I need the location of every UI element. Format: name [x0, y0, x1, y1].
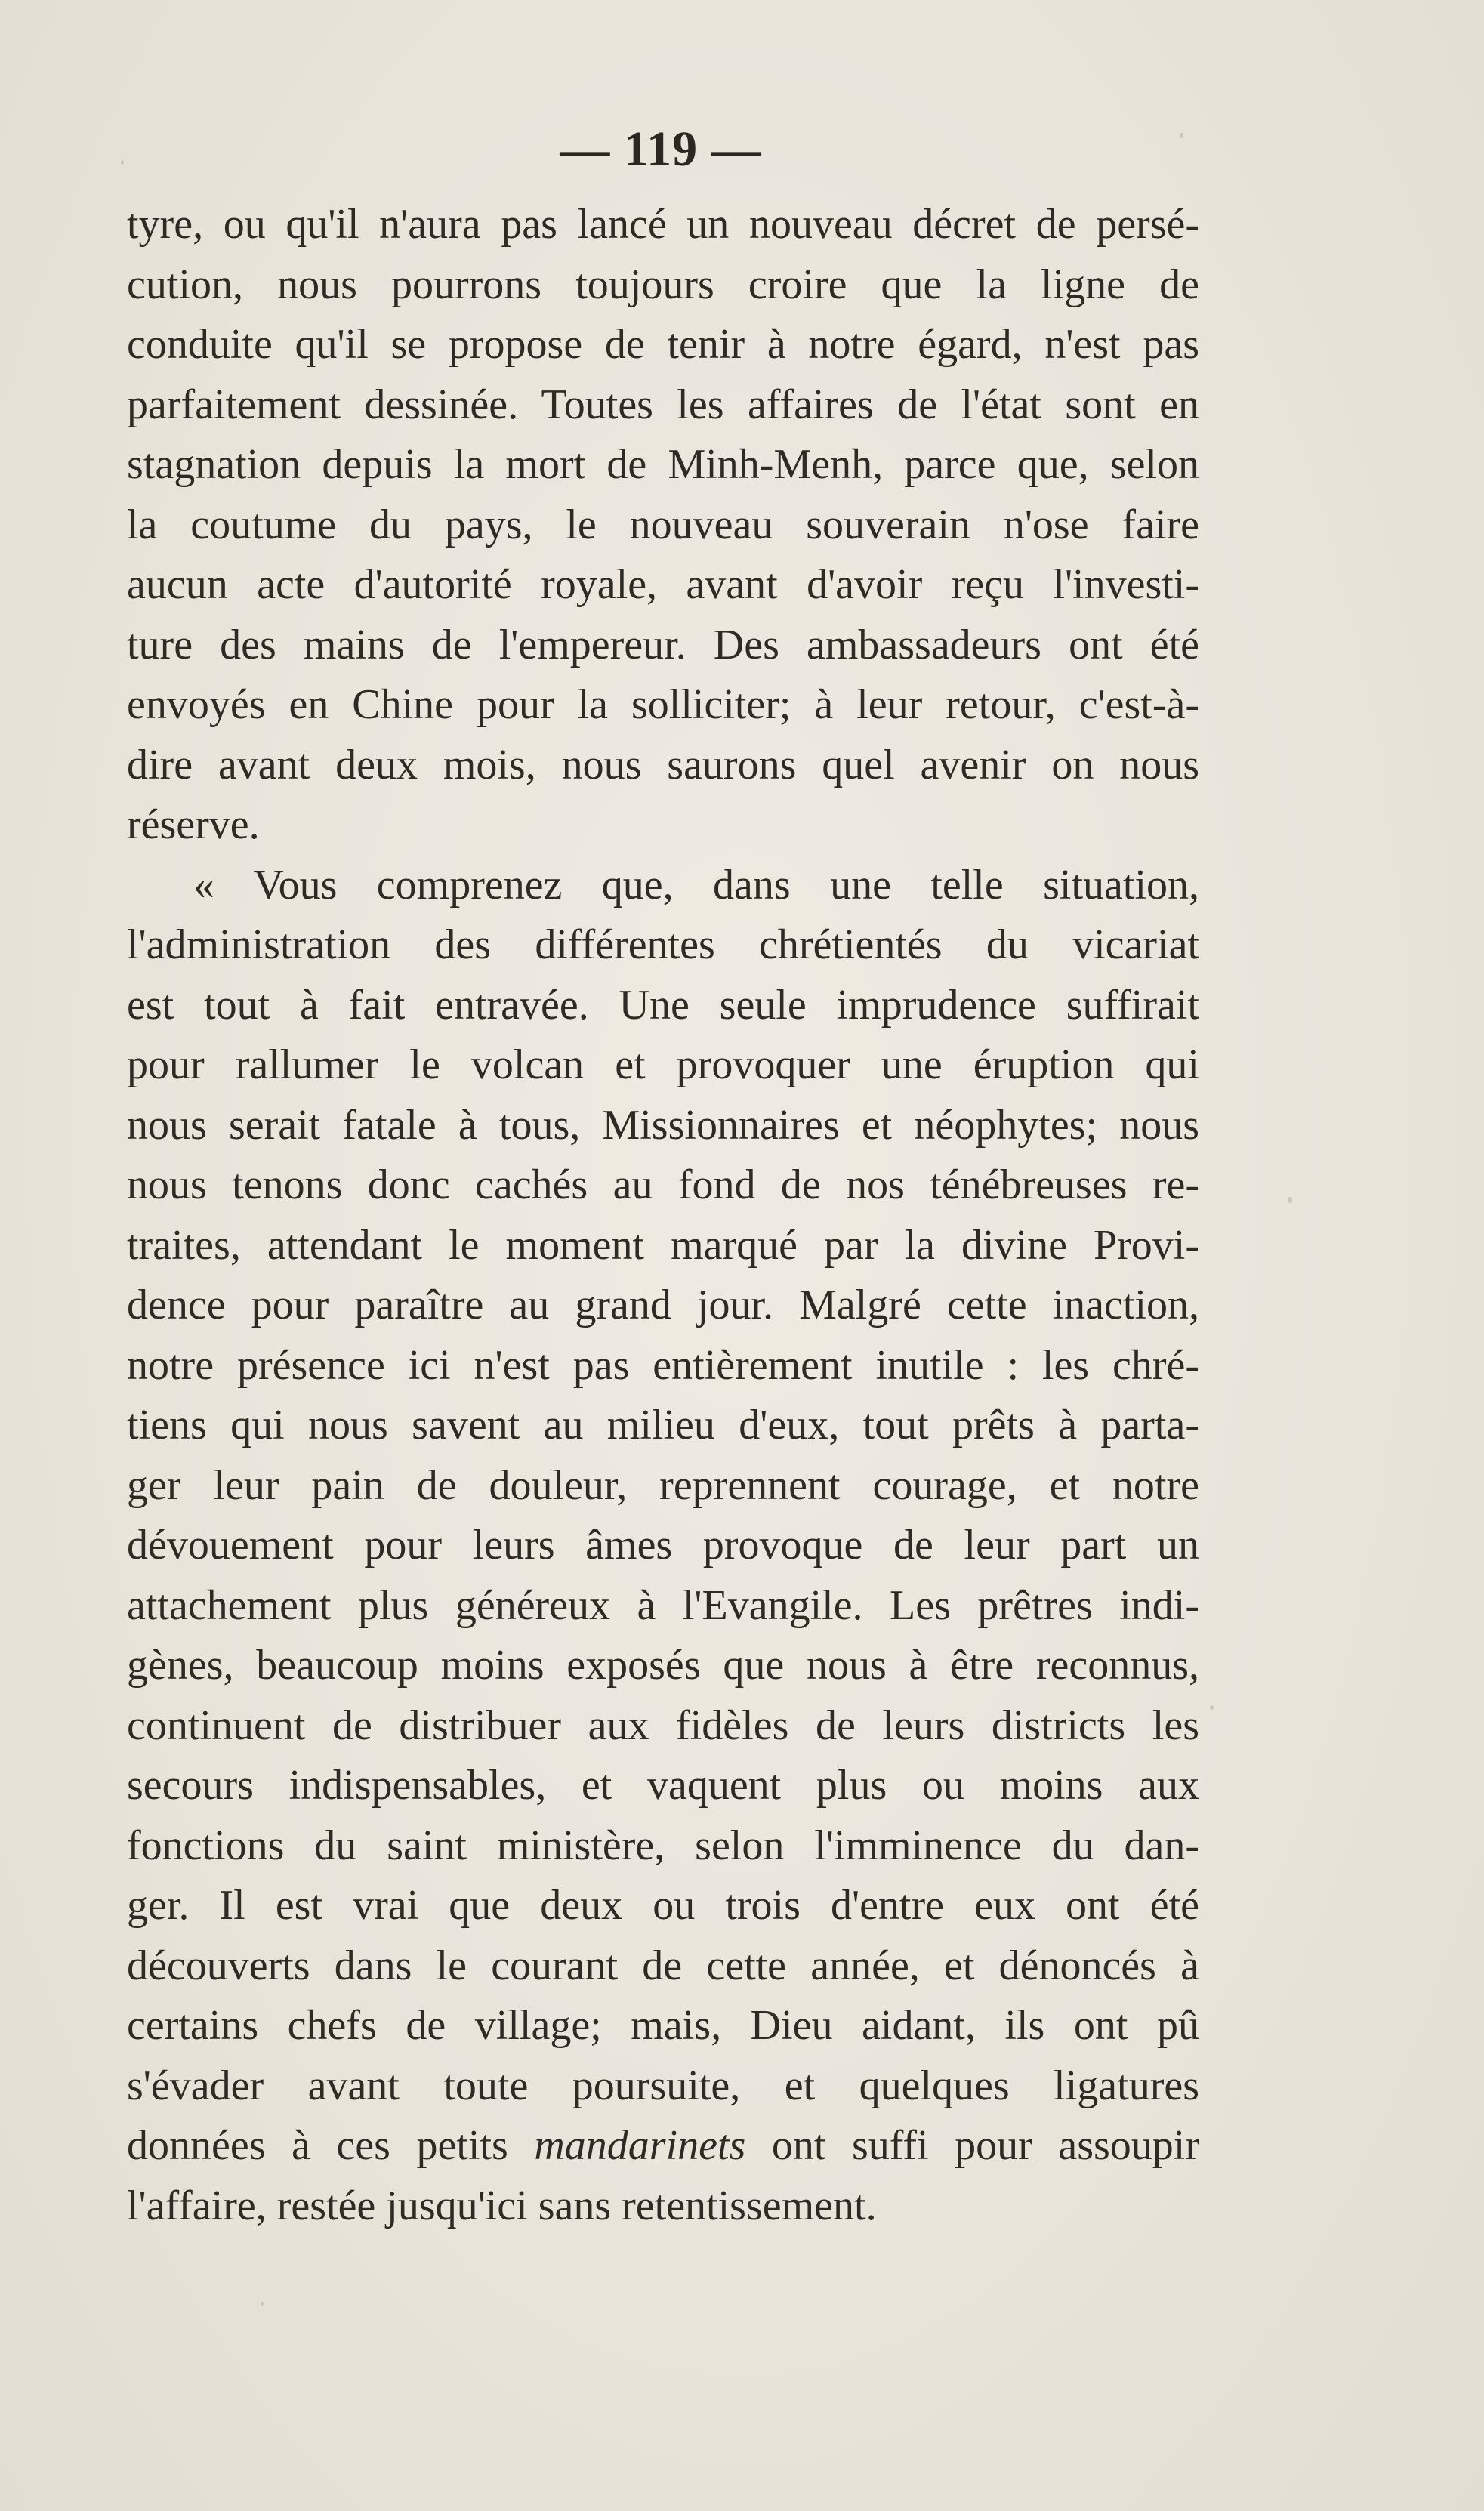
- text-line: attachement plus généreux à l'Evangile. Les prêtres indi-: [127, 1581, 1199, 1629]
- text-line: « Vous comprenez que, dans une telle situation,: [193, 861, 1199, 908]
- text-line: ture des mains de l'empereur. Des ambassadeurs ont été: [127, 621, 1199, 668]
- text-line: secours indispensables, et vaquent plus ou moins aux: [127, 1762, 1199, 1809]
- paper-speck: [1180, 133, 1183, 138]
- paper-speck: [121, 160, 124, 165]
- text-line: nous serait fatale à tous, Missionnaires et néophytes; nous: [127, 1101, 1199, 1149]
- text-line: dence pour paraître au grand jour. Malgré cette inaction,: [127, 1282, 1199, 1328]
- paper-speck: [1288, 1197, 1292, 1203]
- page-number: — 119 —: [560, 122, 762, 177]
- text-line: pour rallumer le volcan et provoquer une éruption qui: [127, 1041, 1199, 1088]
- paper-speck: [261, 2302, 264, 2306]
- text-line: parfaitement dessinée. Toutes les affaires de l'état sont en: [127, 381, 1199, 428]
- text-line: la coutume du pays, le nouveau souverain n'ose faire: [127, 501, 1199, 548]
- text-line: cution, nous pourrons toujours croire que la ligne de: [127, 261, 1199, 308]
- text-line: nous tenons donc cachés au fond de nos ténébreuses re-: [127, 1161, 1199, 1208]
- text-line: stagnation depuis la mort de Minh-Menh, parce que, selon: [127, 441, 1199, 488]
- text-line: découverts dans le courant de cette année, et dénoncés à: [127, 1942, 1199, 1989]
- text-line: continuent de distribuer aux fidèles de leurs districts les: [127, 1701, 1199, 1749]
- text-line: conduite qu'il se propose de tenir à notre égard, n'est pas: [127, 321, 1199, 368]
- body-text: [127, 195, 1199, 2236]
- text-line: envoyés en Chine pour la solliciter; à leur retour, c'est-à-: [127, 681, 1199, 728]
- text-line: données à ces petits mandarinets ont suffi pour assoupir: [127, 2122, 1199, 2169]
- paper-speck: [1210, 1705, 1214, 1710]
- text-line: l'administration des différentes chrétientés du vicariat: [127, 921, 1199, 968]
- text-line: ger. Il est vrai que deux ou trois d'entre eux ont été: [127, 1882, 1199, 1929]
- text-line: gènes, beaucoup moins exposés que nous à être reconnus,: [127, 1642, 1199, 1689]
- text-line: tiens qui nous savent au milieu d'eux, tout prêts à parta-: [127, 1402, 1199, 1448]
- text-line: aucun acte d'autorité royale, avant d'avoir reçu l'investi-: [127, 561, 1199, 608]
- text-line: notre présence ici n'est pas entièrement inutile : les chré-: [127, 1341, 1199, 1389]
- text-line: est tout à fait entravée. Une seule imprudence suffirait: [127, 981, 1199, 1029]
- text-line: certains chefs de village; mais, Dieu aidant, ils ont pû: [127, 2002, 1199, 2049]
- text-line: l'affaire, restée jusqu'ici sans retentissement.: [127, 2182, 877, 2229]
- text-line: tyre, ou qu'il n'aura pas lancé un nouveau décret de persé-: [127, 201, 1199, 248]
- text-line: traites, attendant le moment marqué par la divine Provi-: [127, 1221, 1199, 1269]
- text-line: dévouement pour leurs âmes provoque de leur part un: [127, 1522, 1199, 1569]
- italic-word: mandarinets: [534, 2122, 746, 2169]
- text-line: dire avant deux mois, nous saurons quel avenir on nous: [127, 741, 1199, 788]
- text-line: ger leur pain de douleur, reprennent courage, et notre: [127, 1461, 1199, 1509]
- text-line: réserve.: [127, 801, 260, 848]
- text-line: s'évader avant toute poursuite, et quelques ligatures: [127, 2062, 1199, 2109]
- text-line: fonctions du saint ministère, selon l'imminence du dan-: [127, 1822, 1199, 1869]
